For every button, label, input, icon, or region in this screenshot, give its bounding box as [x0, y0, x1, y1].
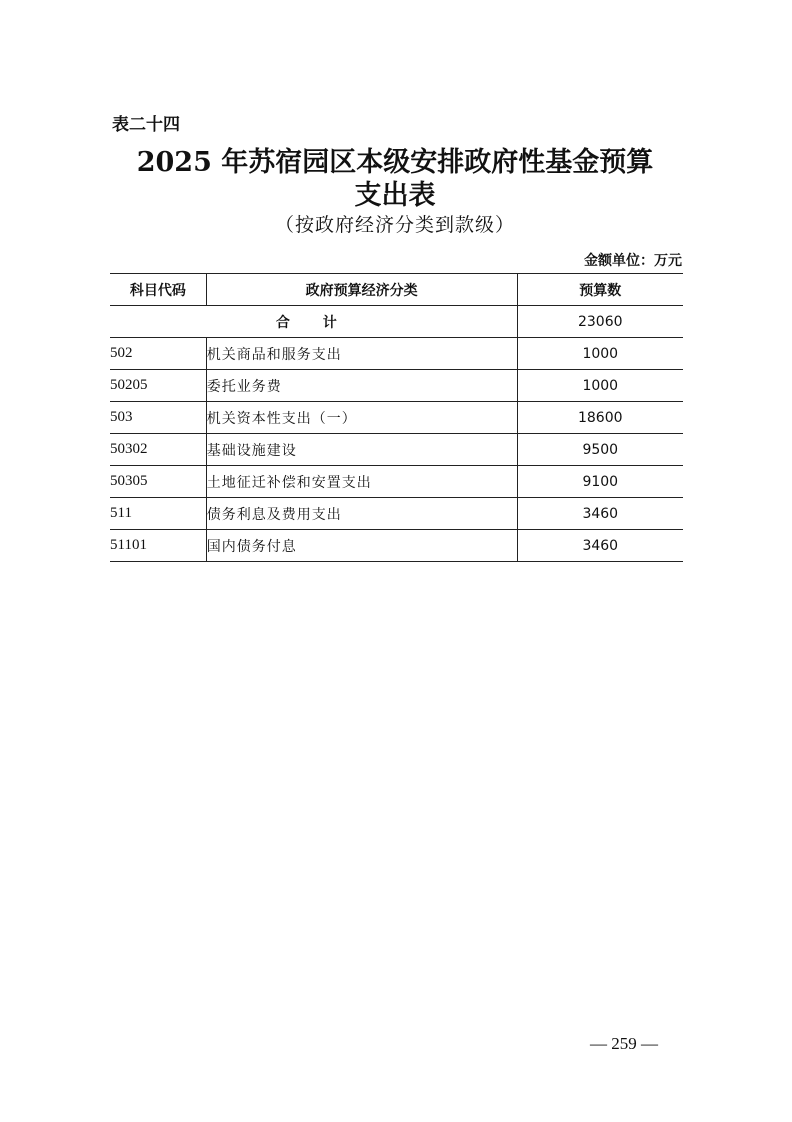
- table-row: [110, 338, 683, 370]
- row-amount: 9100: [517, 466, 683, 498]
- table-row: [110, 370, 683, 402]
- table-header-row: [110, 274, 683, 306]
- row-code: 50205: [110, 370, 206, 402]
- table-row: [110, 466, 683, 498]
- row-code: 50302: [110, 434, 206, 466]
- row-name: 债务利息及费用支出: [206, 498, 517, 530]
- table-number-label: 表二十四: [112, 115, 180, 135]
- row-code: 51101: [110, 530, 206, 562]
- row-name: 委托业务费: [206, 370, 517, 402]
- table-row: [110, 402, 683, 434]
- row-amount: 3460: [517, 530, 683, 562]
- row-amount: 18600: [517, 402, 683, 434]
- budget-table: [110, 273, 683, 562]
- table-row: [110, 434, 683, 466]
- amount-unit-label: 金额单位：万元: [584, 253, 682, 269]
- row-code: 511: [110, 498, 206, 530]
- header-economic-classification: 政府预算经济分类: [206, 274, 517, 306]
- document-title-line2: 支出表: [354, 180, 436, 211]
- row-name: 机关商品和服务支出: [206, 338, 517, 370]
- row-code: 503: [110, 402, 206, 434]
- row-code: 502: [110, 338, 206, 370]
- row-amount: 1000: [517, 338, 683, 370]
- row-name: 国内债务付息: [206, 530, 517, 562]
- total-amount: 23060: [517, 306, 683, 338]
- document-title-line1: 2025 年苏宿园区本级安排政府性基金预算: [136, 147, 654, 178]
- total-label: 合 计: [110, 306, 517, 338]
- document-subtitle: （按政府经济分类到款级）: [274, 214, 515, 236]
- table-row: [110, 498, 683, 530]
- header-budget-amount: 预算数: [517, 274, 683, 306]
- row-name: 土地征迁补偿和安置支出: [206, 466, 517, 498]
- row-name: 基础设施建设: [206, 434, 517, 466]
- header-subject-code: 科目代码: [110, 274, 206, 306]
- row-code: 50305: [110, 466, 206, 498]
- total-row: [110, 306, 683, 338]
- table-row: [110, 530, 683, 562]
- row-amount: 3460: [517, 498, 683, 530]
- row-name: 机关资本性支出（一）: [206, 402, 517, 434]
- row-amount: 1000: [517, 370, 683, 402]
- row-amount: 9500: [517, 434, 683, 466]
- page-number: — 259 —: [590, 1034, 658, 1053]
